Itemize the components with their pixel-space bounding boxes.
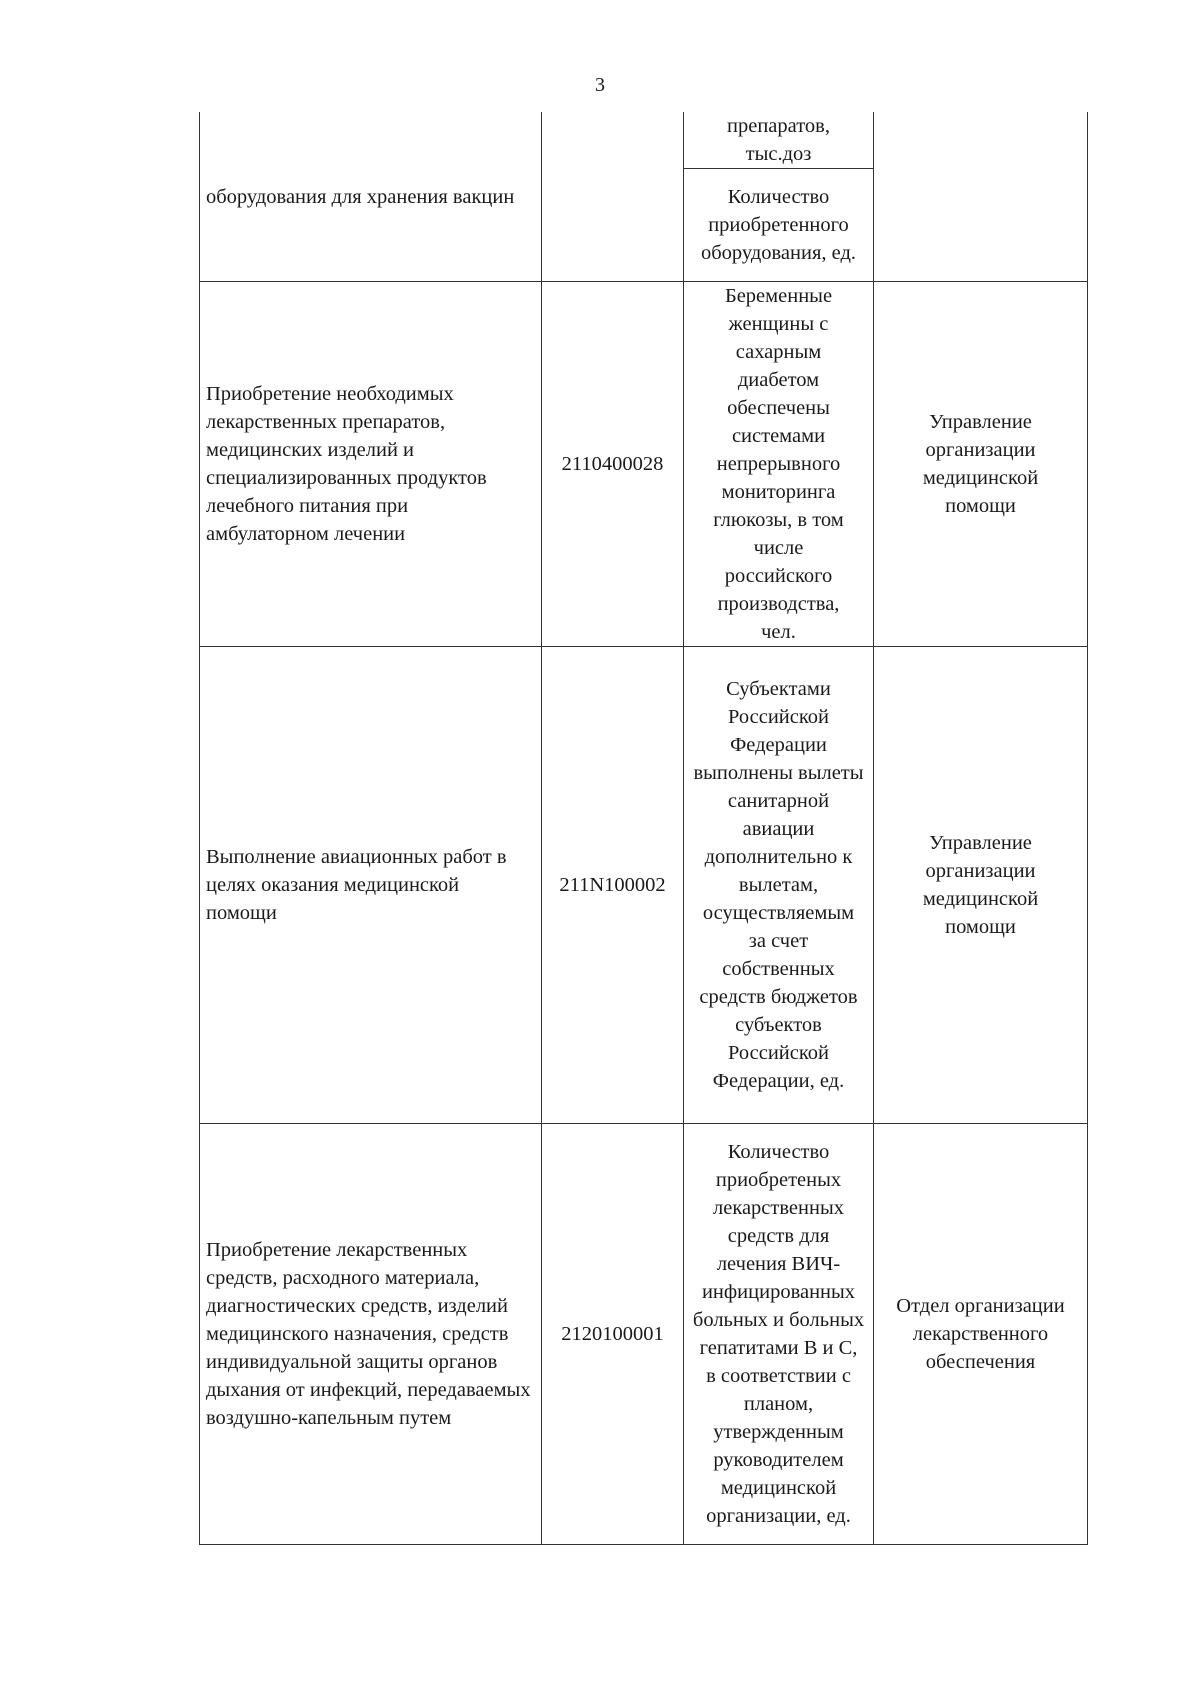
indicator-cell (684, 647, 874, 1124)
responsible-text: Управление организации медицинской помощи (922, 411, 1039, 517)
table-row (200, 1124, 1088, 1545)
code-cell (542, 282, 684, 647)
code-cell (542, 1124, 684, 1545)
code-text: 211N100002 (559, 874, 666, 896)
table-row (200, 647, 1088, 1124)
responsible-cell (874, 282, 1088, 647)
responsible-text: Отдел организации лекарственного обеспечения (896, 1295, 1065, 1373)
indicator-cell (684, 1124, 874, 1545)
activity-cell (200, 112, 542, 282)
code-text: 2110400028 (561, 453, 664, 475)
activity-text: Приобретение необходимых лекарственных препаратов, медицинских изделий и специализированных продуктов лечебного питания при амбулаторном лечении (206, 383, 487, 545)
table-row (200, 112, 1088, 169)
responsible-cell (874, 112, 1088, 282)
responsible-text: Управление организации медицинской помощи (922, 832, 1039, 938)
indicator-text: Беременные женщины с сахарным диабетом обеспечены системами непрерывного мониторинга глюкозы, в том числе российского производства, чел. (713, 285, 844, 643)
responsible-cell (874, 647, 1088, 1124)
activity-cell (200, 282, 542, 647)
code-cell (542, 112, 684, 282)
table-row (200, 282, 1088, 647)
measures-table (199, 112, 1088, 1545)
page-number: 3 (595, 74, 605, 96)
indicator-text: Количество приобретеных лекарственных средств для лечения ВИЧ-инфицированных больных и больных гепатитами В и С, в соответствии с планом, утвержденным руководителем медицинской организации, ед. (692, 1141, 865, 1527)
indicator-text: Субъектами Российской Федерации выполнены вылеты санитарной авиации дополнительно к вылетам, осуществляемым за счет собственных средств бюджетов субъектов Российской Федерации, ед. (693, 678, 864, 1092)
indicator-text: препаратов, тыс.доз (727, 115, 830, 165)
activity-cell (200, 1124, 542, 1545)
responsible-cell (874, 1124, 1088, 1545)
activity-text: оборудования для хранения вакцин (206, 185, 515, 208)
indicator-cell (684, 112, 874, 169)
indicator-text: Количество приобретенного оборудования, ед. (700, 186, 857, 264)
indicator-cell (684, 169, 874, 282)
activity-text: Выполнение авиационных работ в целях оказания медицинской помощи (206, 846, 507, 924)
activity-cell (200, 647, 542, 1124)
indicator-cell (684, 282, 874, 647)
code-text: 2120100001 (561, 1323, 664, 1345)
activity-text: Приобретение лекарственных средств, расходного материала, диагностических средств, изделий медицинского назначения, средств индивидуальной защиты органов дыхания от инфекций, передаваемых воздушно-капельным путем (206, 1239, 531, 1429)
code-cell (542, 647, 684, 1124)
